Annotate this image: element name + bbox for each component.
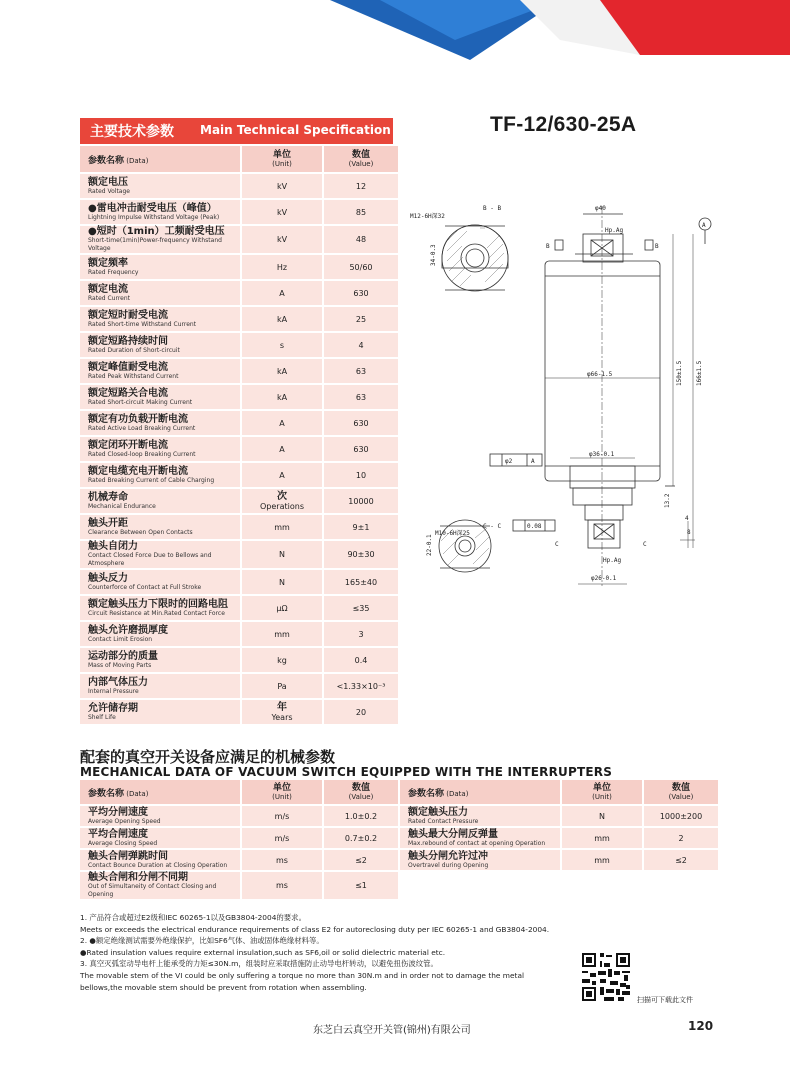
- param-value: 1.0±0.2: [344, 811, 378, 821]
- param-unit: kV: [276, 235, 288, 244]
- param-name-cn: 运动部分的质量: [88, 650, 158, 662]
- param-name-cn: 额定有功负载开断电流: [88, 413, 188, 425]
- param-value: 90±30: [347, 550, 375, 559]
- param-name-en: Rated Frequency: [88, 268, 139, 276]
- param-name-cn: 平均分闸速度: [88, 806, 148, 818]
- label-phi26: φ26-0.1: [591, 575, 617, 582]
- param-unit: A: [279, 418, 285, 428]
- label-tol-a: A: [531, 458, 535, 465]
- table-row: [80, 806, 398, 826]
- param-value: 2: [678, 833, 684, 843]
- param-unit: kV: [276, 181, 288, 191]
- mech-right-value-en: (Value): [668, 793, 694, 801]
- label-len166: 166±1.5: [696, 360, 703, 386]
- header-value-cn: 数值: [351, 150, 370, 160]
- param-unit: mm: [274, 522, 290, 532]
- note-line: Meets or exceeds the electrical endurance requirements of class E2 for autoreclosing duty per IEC 60265-1 and GB3804-2004.: [80, 924, 550, 934]
- param-name-cn: 额定电压: [88, 176, 128, 188]
- label-c-right: C: [643, 541, 647, 548]
- param-unit: Pa: [277, 681, 287, 691]
- mech-left-header: [80, 780, 398, 804]
- param-unit: mm: [594, 855, 610, 865]
- param-unit: m/s: [274, 833, 290, 843]
- label-bb: B - B: [483, 205, 502, 212]
- param-name-en: Out of Simultaneity of Contact Closing and Opening: [88, 883, 217, 898]
- page-number: 120: [688, 1019, 714, 1033]
- interrupter-drawing: [405, 196, 745, 596]
- mech-right-value-cn: 数值: [671, 783, 690, 793]
- param-value: ≤2: [675, 855, 687, 865]
- param-value: ≤2: [355, 855, 367, 865]
- mech-right-param-cn: 参数名称: [408, 788, 445, 799]
- param-name-en: Shelf Life: [88, 713, 116, 721]
- mech-left-unit-cn: 单位: [272, 783, 291, 793]
- label-phi36: φ36-0.1: [589, 451, 615, 458]
- param-name-en: Contact Closed Force Due to Bellows and Atmosphere: [88, 552, 212, 567]
- param-unit: s: [279, 340, 285, 350]
- table-row: [80, 872, 398, 899]
- param-name-en: Mechanical Endurance: [88, 502, 156, 510]
- param-unit: ms: [276, 855, 288, 865]
- footer-company: 东芝白云真空开关管(锦州)有限公司: [313, 1025, 471, 1036]
- table-row: [80, 385, 398, 409]
- param-value: 3: [358, 629, 364, 639]
- label-phi40: φ40: [595, 205, 606, 212]
- param-name-en: Rated Contact Pressure: [408, 817, 479, 825]
- label-d8: 8: [687, 529, 691, 536]
- table-row: [80, 648, 398, 672]
- param-value: 20: [355, 707, 367, 717]
- mech-right-header: [400, 780, 718, 804]
- param-name-cn: 额定触头压力: [408, 806, 468, 818]
- param-name-cn: 额定短路关合电流: [88, 387, 168, 399]
- table-row: [80, 174, 398, 198]
- param-name-cn: 额定峰值耐受电流: [88, 361, 168, 373]
- param-name-cn: 额定电流: [88, 283, 128, 295]
- mech-right-unit-en: (Unit): [592, 793, 612, 801]
- param-name-cn: 额定短时耐受电流: [88, 309, 168, 321]
- param-value: 1000±200: [659, 811, 703, 821]
- label-circle-a: A: [702, 222, 706, 229]
- table-row: [80, 226, 398, 253]
- param-value: 9±1: [352, 522, 370, 532]
- mech-title-cn: 配套的真空开关设备应满足的机械参数: [80, 748, 336, 766]
- table-row: [80, 570, 398, 594]
- label-m10: M10-6H深25: [435, 530, 470, 537]
- label-flat: 0.08: [527, 523, 542, 530]
- param-unit: 次: [277, 491, 287, 502]
- header-decoration: [0, 0, 790, 90]
- param-name-cn: ●短时（1min）工频耐受电压: [88, 226, 225, 237]
- param-name-cn: 触头反力: [88, 572, 128, 584]
- param-name-cn: 触头合闸和分闸不同期: [88, 872, 188, 883]
- param-name-cn: 触头允许磨损厚度: [88, 624, 168, 636]
- mech-right-param-en: (Data): [446, 789, 469, 798]
- header-value-en: (Value): [348, 160, 374, 168]
- mech-left-unit-en: (Unit): [272, 793, 292, 801]
- table-row: [80, 674, 398, 698]
- param-unit: A: [279, 288, 285, 298]
- param-unit: kA: [276, 366, 288, 376]
- param-name-en: Rated Current: [88, 294, 131, 302]
- label-hp-top: Hp.Ag: [605, 227, 624, 234]
- param-name-cn: 触头最大分闸反弹量: [408, 828, 498, 840]
- param-unit: kA: [276, 392, 288, 402]
- param-value: 630: [353, 288, 369, 298]
- header-unit-en: (Unit): [272, 160, 292, 168]
- label-d34: 34-0.3: [430, 244, 437, 266]
- table-row: [80, 411, 398, 435]
- mech-table-left: [80, 778, 398, 901]
- param-unit: N: [599, 811, 605, 821]
- table-row: [80, 307, 398, 331]
- table-row: [80, 850, 398, 870]
- param-name-en: Internal Pressure: [88, 687, 139, 695]
- spec-title-cn: 主要技术参数: [90, 124, 174, 140]
- param-name-en: Contact Limit Erosion: [88, 635, 153, 643]
- label-tol-phi2: φ2: [505, 458, 513, 465]
- table-row: [80, 333, 398, 357]
- note-line: 1. 产品符合或超过E2级和IEC 60265-1以及GB3804-2004的要求。: [80, 913, 306, 922]
- table-row: [400, 850, 718, 870]
- qr-code-icon[interactable]: [580, 951, 632, 1003]
- table-row: [80, 281, 398, 305]
- table-row: [80, 200, 398, 224]
- param-unit: Hz: [276, 262, 288, 272]
- table-row: [80, 463, 398, 487]
- param-unit: A: [279, 470, 285, 480]
- table-row: [80, 541, 398, 568]
- param-name-en: Rated Short-time Withstand Current: [88, 320, 197, 328]
- mech-left-param-en: (Data): [126, 789, 149, 798]
- param-value: 10000: [348, 496, 374, 506]
- param-name-cn: 触头自闭力: [88, 541, 138, 552]
- param-name-en: Counterforce of Contact at Full Stroke: [88, 583, 202, 591]
- param-value: 10: [355, 470, 367, 480]
- note-line: 2. ●额定绝缘测试需要外绝缘保护，比如SF6气体、油或固体绝缘材料等。: [80, 936, 324, 946]
- param-name-cn: 额定电缆充电开断电流: [88, 465, 188, 477]
- param-value: 0.4: [354, 655, 368, 665]
- label-d13: 13.2: [664, 493, 671, 508]
- table-row: [400, 806, 718, 826]
- param-name-en: Lightning Impulse Withstand Voltage (Peak): [88, 213, 220, 221]
- param-unit-en: Years: [271, 713, 293, 722]
- param-name-en: Rated Duration of Short-circuit: [88, 346, 180, 354]
- note-line: ●Rated insulation values require external insulation,such as SF6,oil or solid dielectric material etc.: [80, 947, 446, 957]
- header-param-cn: 参数名称: [88, 155, 125, 166]
- table-row: [80, 255, 398, 279]
- mech-title-en: MECHANICAL DATA OF VACUUM SWITCH EQUIPPED WITH THE INTERRUPTERS: [80, 765, 613, 779]
- table-row: [80, 515, 398, 539]
- param-unit-en: Operations: [260, 502, 304, 511]
- param-value: 63: [355, 392, 367, 402]
- param-unit: ms: [276, 881, 288, 890]
- label-hp-bottom: Hp.Ag: [603, 557, 622, 564]
- param-name-cn: 触头合闸弹跳时间: [88, 850, 168, 862]
- param-name-en: Rated Voltage: [88, 187, 130, 195]
- param-value: 0.7±0.2: [344, 833, 378, 843]
- header-param-en: (Data): [126, 156, 149, 165]
- mech-right-unit-cn: 单位: [592, 783, 611, 793]
- spec-table-header: [80, 146, 398, 172]
- label-d4: 4: [685, 515, 689, 522]
- label-b-left: B: [546, 243, 550, 250]
- table-row: [80, 596, 398, 620]
- label-cc: C - C: [483, 523, 502, 530]
- param-name-en: Rated Peak Withstand Current: [88, 372, 179, 380]
- param-name-en: Rated Breaking Current of Cable Charging: [88, 476, 215, 484]
- param-name-cn: ●雷电冲击耐受电压（峰值）: [88, 202, 217, 214]
- spec-table: [80, 144, 398, 726]
- param-unit: kg: [277, 655, 287, 665]
- spec-title-bar: [80, 118, 393, 144]
- param-unit: 年: [277, 702, 287, 713]
- param-value: 85: [355, 207, 367, 217]
- table-row: [80, 359, 398, 383]
- mech-table-right: [400, 778, 718, 872]
- param-value: 630: [353, 444, 369, 454]
- param-name-en: Rated Active Load Breaking Current: [88, 424, 196, 432]
- table-row: [80, 489, 398, 513]
- table-row: [80, 700, 398, 724]
- label-m12: M12-6H深32: [410, 213, 445, 220]
- param-unit: μΩ: [276, 603, 288, 613]
- param-name-en: Max.rebound of contact at opening Operation: [408, 839, 546, 847]
- table-row: [80, 622, 398, 646]
- param-name-cn: 平均合闸速度: [88, 828, 148, 840]
- param-name-en: Rated Closed-loop Breaking Current: [88, 450, 196, 458]
- notes: [80, 912, 560, 993]
- header-unit-cn: 单位: [272, 150, 291, 160]
- param-unit: m/s: [274, 811, 290, 821]
- param-name-cn: 触头开距: [88, 517, 128, 529]
- param-unit: kA: [276, 314, 288, 324]
- param-value: 25: [355, 314, 367, 324]
- param-value: 63: [355, 366, 367, 376]
- param-value: 12: [355, 181, 367, 191]
- param-value: 48: [355, 235, 367, 244]
- label-phi66: φ66-1.5: [587, 371, 613, 378]
- param-name-en: Average Opening Speed: [88, 817, 161, 825]
- note-line: bellows,the movable stem should be prevent from rotation when assembling.: [80, 982, 367, 992]
- param-value: ≤35: [352, 603, 370, 613]
- label-d22: 22-0.1: [426, 534, 433, 556]
- param-name-en: Mass of Moving Parts: [88, 661, 152, 669]
- param-name-en: Clearance Between Open Contacts: [88, 528, 193, 536]
- param-value: <1.33×10⁻³: [336, 681, 386, 691]
- param-value: 630: [353, 418, 369, 428]
- mech-left-value-en: (Value): [348, 793, 374, 801]
- label-len150: 150±1.5: [676, 360, 683, 386]
- note-line: The movable stem of the VI could be only suffering a torque no more than 30N.m and in order not to damage the metal: [80, 970, 525, 980]
- param-name-cn: 允许储存期: [88, 702, 138, 714]
- param-name-cn: 额定频率: [88, 257, 128, 269]
- param-name-en: Circuit Resistance at Min.Rated Contact Force: [88, 609, 225, 617]
- param-name-cn: 内部气体压力: [88, 676, 148, 688]
- param-name-cn: 额定触头压力下限时的回路电阻: [88, 598, 228, 610]
- param-name-en: Contact Bounce Duration at Closing Operation: [88, 861, 228, 869]
- param-name-en: Rated Short-circuit Making Current: [88, 398, 193, 406]
- table-row: [400, 828, 718, 848]
- qr-caption: 扫描可下载此文件: [637, 996, 693, 1004]
- param-value: 4: [358, 340, 364, 350]
- model-title: TF-12/630-25A: [490, 113, 637, 136]
- table-row: [80, 437, 398, 461]
- mech-left-value-cn: 数值: [351, 783, 370, 793]
- param-name-cn: 额定闭环开断电流: [88, 439, 168, 451]
- mech-left-param-cn: 参数名称: [88, 788, 125, 799]
- param-value: 165±40: [344, 577, 378, 587]
- note-line: 3. 真空灭弧室动导电杆上能承受的力矩≤30N.m，组装时应采取措施防止动导电杆转动，以避免扭伤波纹管。: [80, 959, 438, 969]
- param-unit: kV: [276, 207, 288, 217]
- param-unit: N: [279, 550, 285, 559]
- param-unit: A: [279, 444, 285, 454]
- param-name-en: Short-time(1min)Power-frequency Withstand Voltage: [88, 237, 222, 252]
- table-row: [80, 828, 398, 848]
- label-b-right: B: [655, 243, 659, 250]
- param-unit: N: [279, 577, 285, 587]
- param-name-cn: 机械寿命: [88, 491, 128, 503]
- param-name-en: Overtravel during Opening: [408, 861, 489, 869]
- param-name-cn: 额定短路持续时间: [88, 335, 168, 347]
- param-unit: mm: [594, 833, 610, 843]
- param-name-en: Average Closing Speed: [88, 839, 158, 847]
- label-c-left: C: [555, 541, 559, 548]
- param-name-cn: 触头分闸允许过冲: [408, 850, 488, 862]
- param-unit: mm: [274, 629, 290, 639]
- param-value: 50/60: [349, 262, 373, 272]
- spec-title-en: Main Technical Specification: [200, 123, 391, 137]
- param-value: ≤1: [355, 881, 367, 890]
